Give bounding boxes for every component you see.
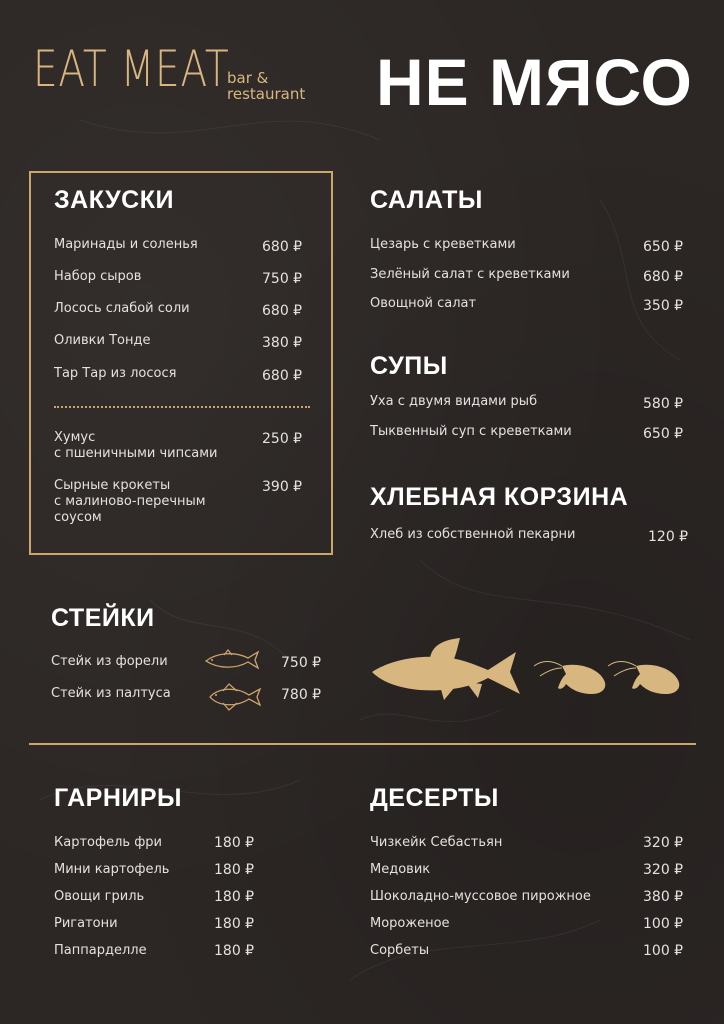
steaks-item-name: Стейк из форели — [51, 654, 168, 669]
steaks-item-name: Стейк из палтуса — [51, 686, 171, 701]
zakuski-heading: ЗАКУСКИ — [54, 186, 174, 214]
salaty-heading: САЛАТЫ — [370, 186, 483, 214]
zakuski-item-name: Маринады и соленья — [54, 237, 198, 252]
garniry-item-price: 180 ₽ — [214, 889, 255, 905]
deserty-item-price: 100 ₽ — [643, 916, 684, 932]
zakuski-extra-line: Хумус — [54, 430, 96, 445]
deserty-item-name: Чизкейк Себастьян — [370, 835, 503, 850]
zakuski-item-name: Оливки Тонде — [54, 333, 151, 348]
garniry-item-price: 180 ₽ — [214, 835, 255, 851]
zakuski-item-name: Лосось слабой соли — [54, 301, 190, 316]
trout-icon — [204, 647, 260, 673]
deserty-item-price: 320 ₽ — [643, 862, 684, 878]
zakuski-extra-line: соусом — [54, 510, 102, 525]
salaty-item-price: 680 ₽ — [643, 269, 684, 285]
deserty-item-name: Сорбеты — [370, 943, 430, 958]
garniry-item-name: Овощи гриль — [54, 889, 145, 904]
zakuski-item-name: Тар Тар из лосося — [54, 366, 177, 381]
fish-icon — [370, 632, 522, 704]
bread-item-name: Хлеб из собственной пекарни — [370, 527, 576, 542]
zakuski-item-name: Набор сыров — [54, 269, 142, 284]
zakuski-extra-line: Сырные крокеты — [54, 478, 171, 493]
salaty-item-name: Зелёный салат с креветками — [370, 267, 570, 282]
steaks-item-price: 780 ₽ — [281, 687, 322, 703]
deserty-item-price: 100 ₽ — [643, 943, 684, 959]
salaty-item-name: Овощной салат — [370, 296, 477, 311]
salaty-item-price: 350 ₽ — [643, 298, 684, 314]
page-title: НЕ МЯСО — [376, 45, 693, 119]
bread-heading: ХЛЕБНАЯ КОРЗИНА — [370, 483, 629, 511]
deserty-item-name: Мороженое — [370, 916, 450, 931]
deserty-heading: ДЕСЕРТЫ — [370, 784, 499, 812]
bread-item-price: 120 ₽ — [648, 529, 689, 545]
supy-item-name: Уха с двумя видами рыб — [370, 394, 538, 409]
logo-main-text: EAT MEAT — [33, 40, 230, 98]
salaty-item-name: Цезарь с креветками — [370, 237, 516, 252]
garniry-item-price: 180 ₽ — [214, 862, 255, 878]
steaks-heading: СТЕЙКИ — [51, 604, 155, 632]
zakuski-item-price: 680 ₽ — [262, 303, 303, 319]
supy-item-price: 650 ₽ — [643, 426, 684, 442]
garniry-item-name: Мини картофель — [54, 862, 170, 877]
zakuski-item-price: 750 ₽ — [262, 271, 303, 287]
dotted-divider — [54, 406, 310, 408]
supy-item-price: 580 ₽ — [643, 396, 684, 412]
zakuski-extra-price: 250 ₽ — [262, 431, 303, 447]
garniry-item-price: 180 ₽ — [214, 916, 255, 932]
zakuski-extra-price: 390 ₽ — [262, 479, 303, 495]
zakuski-item-price: 680 ₽ — [262, 368, 303, 384]
shrimp-icon — [606, 654, 686, 696]
zakuski-extra-line: с малиново-перечным — [54, 494, 206, 509]
supy-item-name: Тыквенный суп с креветками — [370, 424, 572, 439]
halibut-icon — [207, 681, 263, 713]
garniry-item-price: 180 ₽ — [214, 943, 255, 959]
logo-sub-line1: bar & — [227, 69, 269, 87]
zakuski-item-price: 680 ₽ — [262, 239, 303, 255]
shrimp-icon — [532, 654, 612, 696]
deserty-item-name: Медовик — [370, 862, 431, 877]
deserty-item-price: 380 ₽ — [643, 889, 684, 905]
supy-heading: СУПЫ — [370, 352, 448, 380]
zakuski-extra-line: с пшеничными чипсами — [54, 446, 218, 461]
deserty-item-name: Шоколадно-муссовое пирожное — [370, 889, 591, 904]
logo-subtitle — [227, 70, 305, 102]
zakuski-item-price: 380 ₽ — [262, 335, 303, 351]
steaks-item-price: 750 ₽ — [281, 655, 322, 671]
garniry-item-name: Ригатони — [54, 916, 118, 931]
salaty-item-price: 650 ₽ — [643, 239, 684, 255]
logo-sub-line2: restaurant — [227, 85, 306, 103]
deserty-item-price: 320 ₽ — [643, 835, 684, 851]
section-divider — [29, 743, 696, 745]
garniry-heading: ГАРНИРЫ — [54, 784, 182, 812]
garniry-item-name: Паппарделле — [54, 943, 147, 958]
garniry-item-name: Картофель фри — [54, 835, 163, 850]
